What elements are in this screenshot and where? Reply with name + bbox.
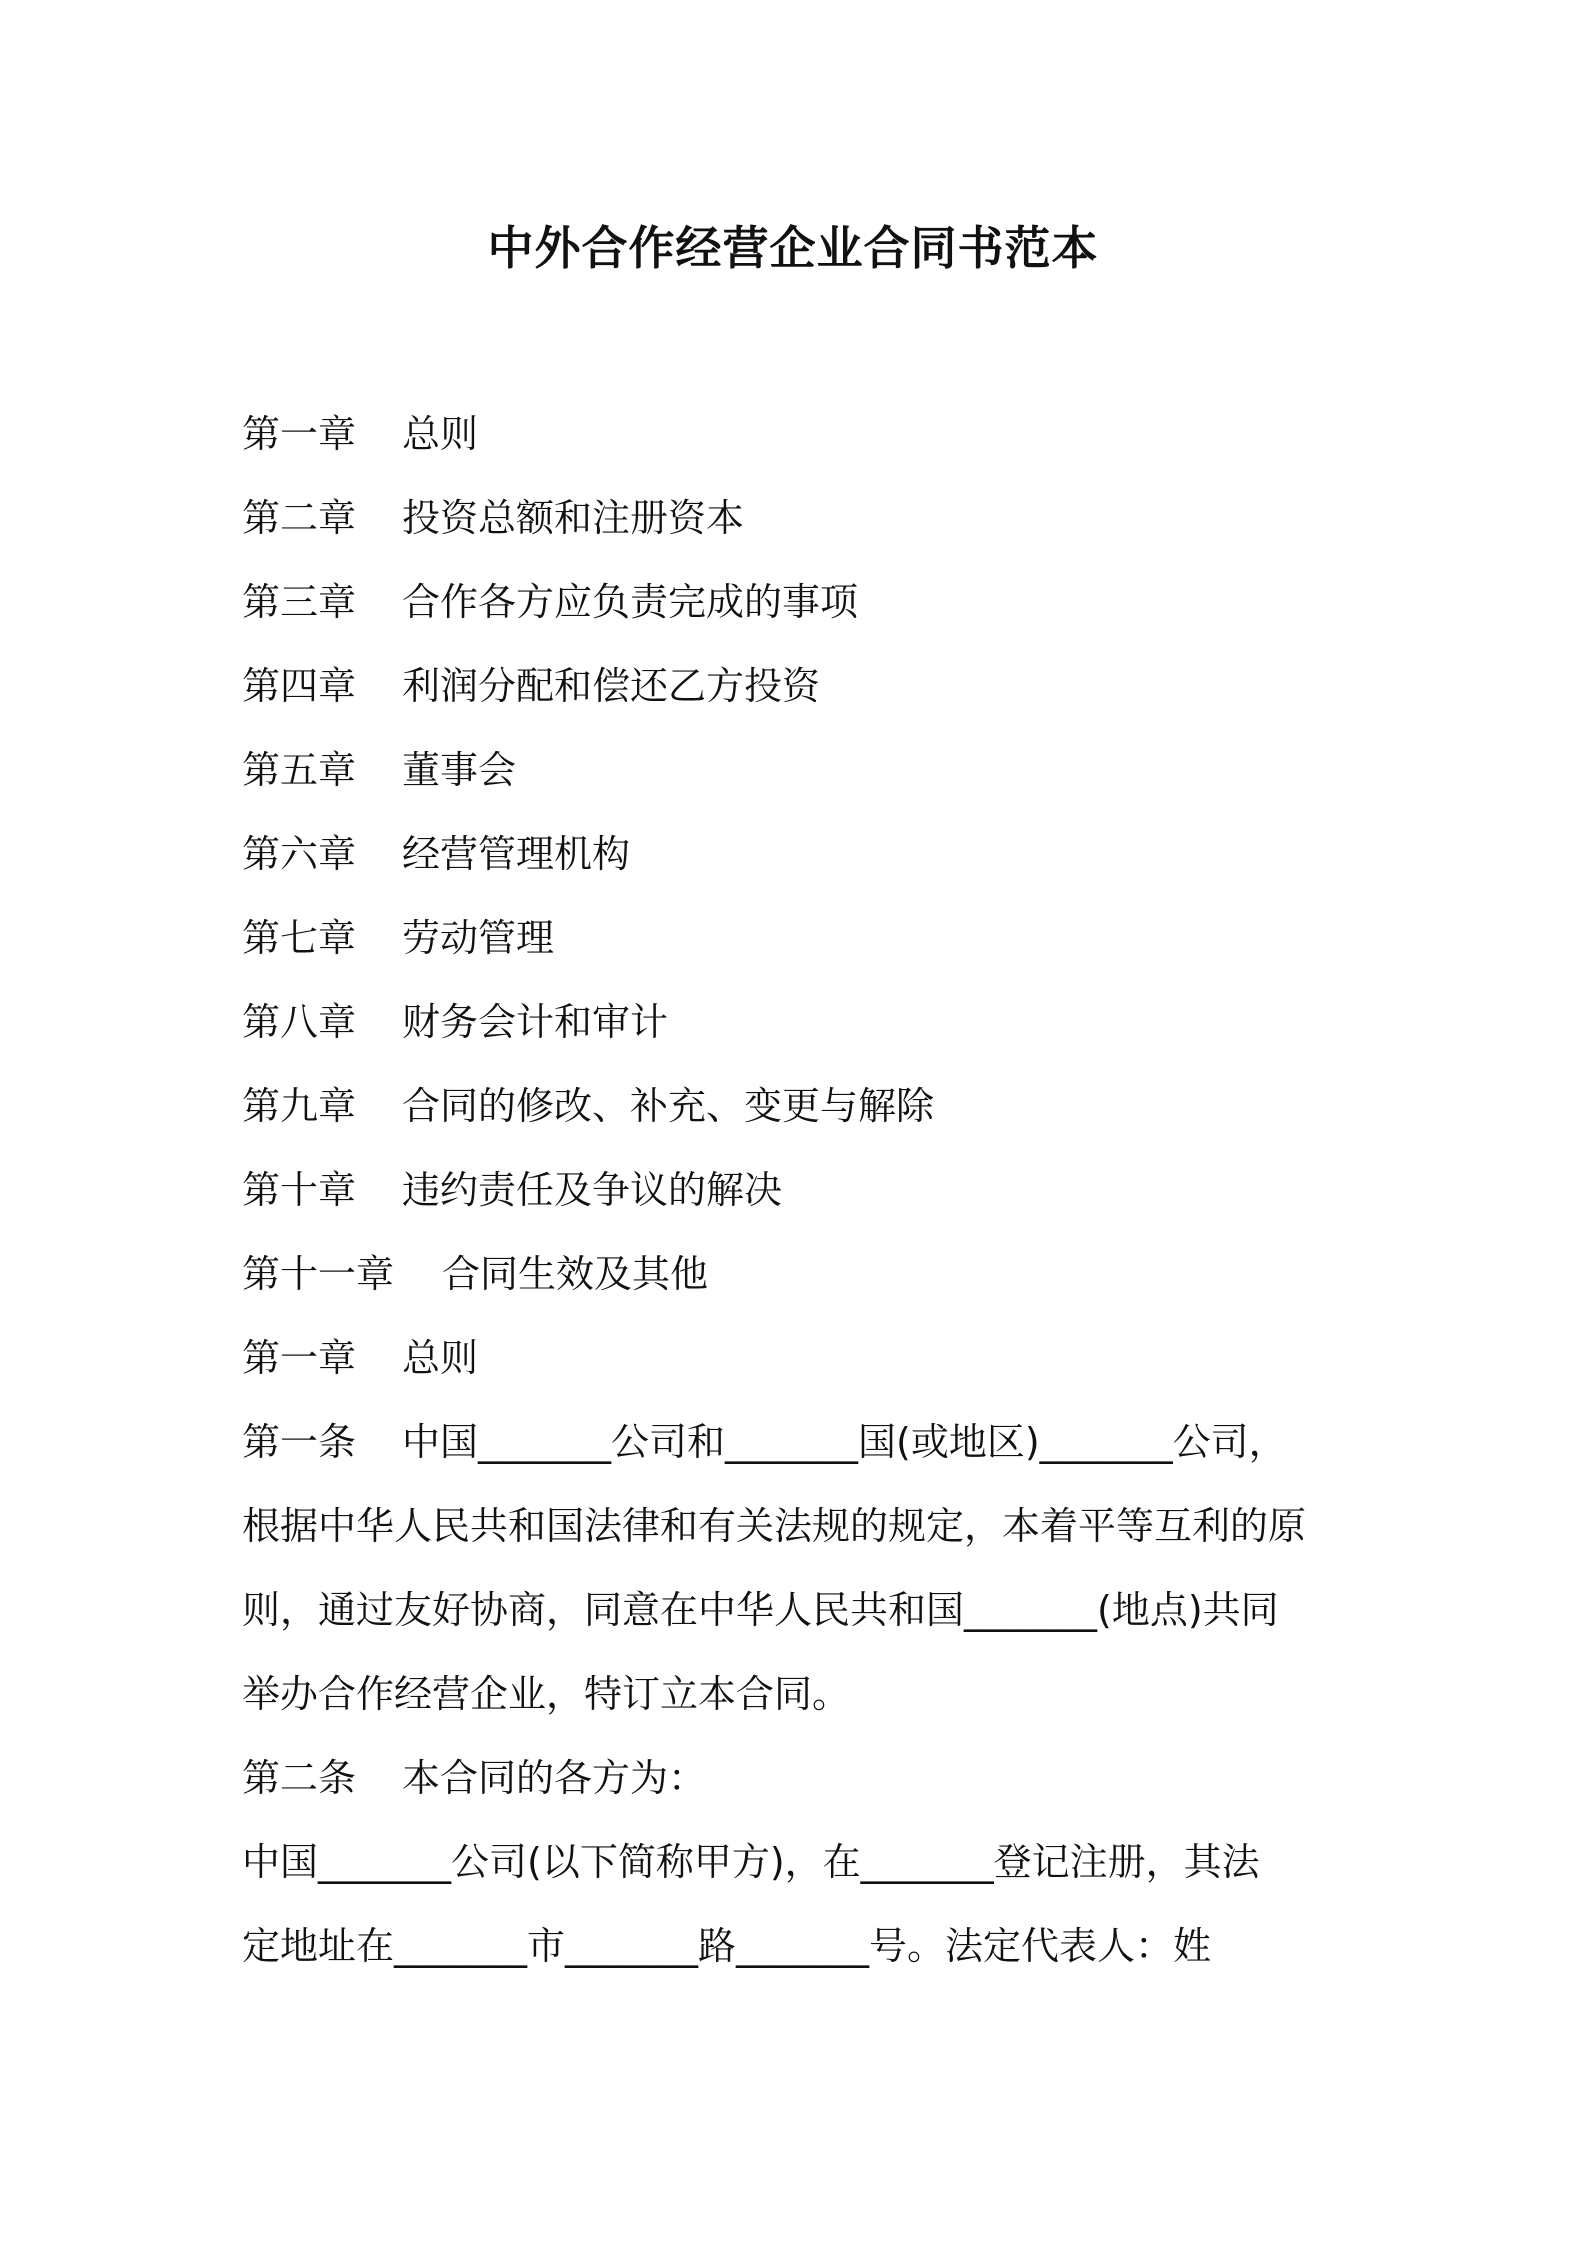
article-2-line	[242, 1756, 706, 1800]
article-1-number: 第一条	[242, 1420, 357, 1464]
article-1-line: 根据中华人民共和国法律和有关法规的规定，本着平等互利的原	[242, 1504, 1307, 1548]
toc-chapter-number: 第一章	[242, 412, 357, 456]
toc-chapter-number: 第十一章	[242, 1252, 395, 1296]
toc-item	[242, 580, 858, 624]
toc-chapter-number: 第七章	[242, 916, 357, 960]
toc-chapter-name: 合同生效及其他	[442, 1252, 709, 1296]
toc-chapter-name: 投资总额和注册资本	[402, 496, 745, 540]
toc-chapter-name: 利润分配和偿还乙方投资	[402, 664, 821, 708]
article-1-line: 举办合作经营企业，特订立本合同。	[242, 1672, 851, 1716]
toc-item	[242, 1000, 668, 1044]
toc-chapter-name: 财务会计和审计	[402, 1000, 669, 1044]
toc-item	[242, 1252, 708, 1296]
toc-chapter-number: 第九章	[242, 1084, 357, 1128]
toc-chapter-number: 第六章	[242, 832, 357, 876]
toc-item	[242, 916, 554, 960]
chapter-number: 第一章	[242, 1336, 357, 1380]
article-2-line: 中国_______公司(以下简称甲方)，在_______登记注册，其法	[242, 1840, 1260, 1884]
toc-chapter-number: 第八章	[242, 1000, 357, 1044]
toc-chapter-name: 劳动管理	[402, 916, 555, 960]
chapter-heading	[242, 1336, 478, 1380]
toc-chapter-name: 合作各方应负责完成的事项	[402, 580, 859, 624]
toc-chapter-number: 第十章	[242, 1168, 357, 1212]
toc-chapter-name: 违约责任及争议的解决	[402, 1168, 783, 1212]
toc-item	[242, 412, 478, 456]
toc-item	[242, 832, 630, 876]
chapter-name: 总则	[402, 1336, 479, 1380]
toc-item	[242, 748, 516, 792]
toc-chapter-number: 第三章	[242, 580, 357, 624]
toc-item	[242, 1084, 934, 1128]
toc-chapter-name: 总则	[402, 412, 479, 456]
toc-item	[242, 496, 744, 540]
article-2-line: 定地址在_______市_______路_______号。法定代表人：姓	[242, 1924, 1212, 1968]
article-1-line	[242, 1420, 1287, 1464]
toc-item	[242, 664, 820, 708]
toc-chapter-name: 董事会	[402, 748, 517, 792]
article-2-text: 本合同的各方为：	[402, 1756, 707, 1800]
toc-chapter-number: 第四章	[242, 664, 357, 708]
toc-chapter-number: 第二章	[242, 496, 357, 540]
toc-chapter-name: 合同的修改、补充、变更与解除	[402, 1084, 935, 1128]
document-title: 中外合作经营企业合同书范本	[487, 221, 1099, 275]
toc-chapter-number: 第五章	[242, 748, 357, 792]
article-1-text: 中国_______公司和_______国(或地区)_______公司，	[402, 1420, 1287, 1464]
toc-item	[242, 1168, 782, 1212]
article-2-number: 第二条	[242, 1756, 357, 1800]
article-1-line: 则，通过友好协商，同意在中华人民共和国_______(地点)共同	[242, 1588, 1279, 1632]
toc-chapter-name: 经营管理机构	[402, 832, 631, 876]
